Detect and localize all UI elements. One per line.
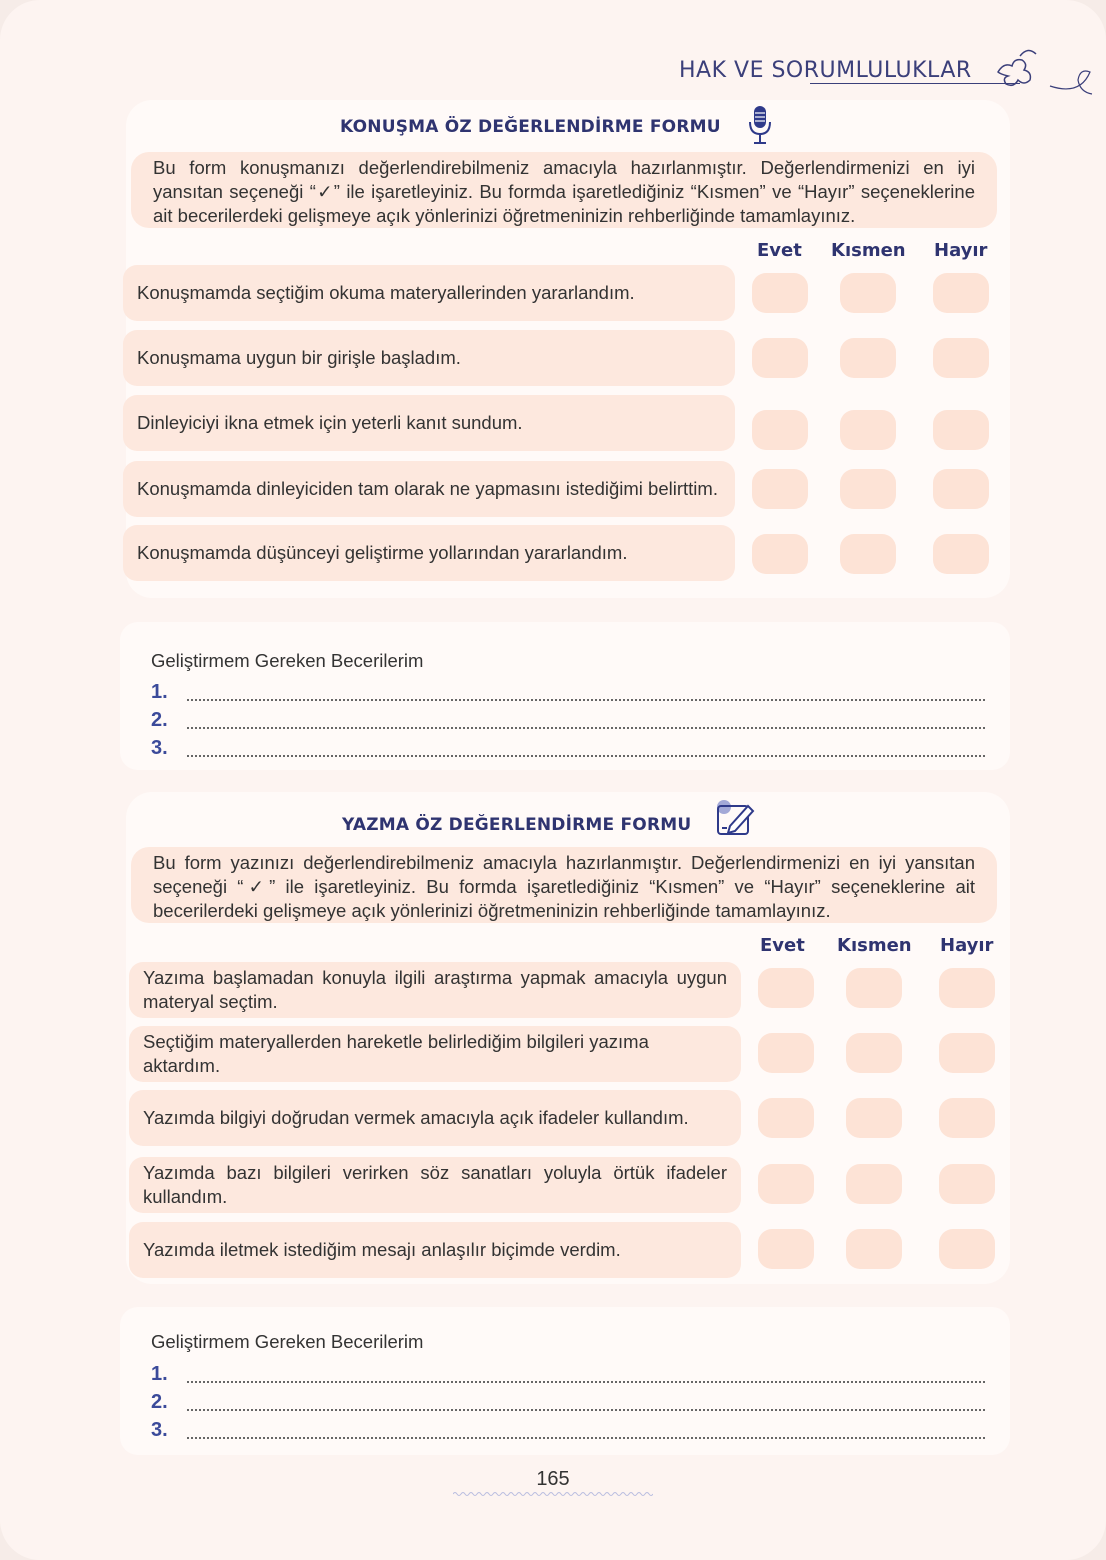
column-evet: Evet <box>757 240 802 261</box>
chapter-title-underline <box>810 83 1020 84</box>
writing-item: Yazımda bilgiyi doğrudan vermek amacıyla açık ifadeler kullandım. <box>129 1090 741 1146</box>
edit-note-icon <box>712 798 758 840</box>
column-kismen: Kısmen <box>837 935 912 956</box>
writing-item: Yazıma başlamadan konuyla ilgili araştırma yapmak amacıyla uygun materyal seçtim. <box>129 962 741 1018</box>
column-kismen: Kısmen <box>831 240 906 261</box>
speaking-item: Konuşmama uygun bir girişle başladım. <box>123 330 735 386</box>
puzzle-decoration-icon <box>990 42 1096 102</box>
column-evet: Evet <box>760 935 805 956</box>
skill-answer-line[interactable] <box>187 725 985 729</box>
speaking-item: Dinleyiciyi ikna etmek için yeterli kanıt sundum. <box>123 395 735 451</box>
checkbox-kismen[interactable] <box>846 1229 902 1269</box>
checkbox-kismen[interactable] <box>840 534 896 574</box>
speaking-item: Konuşmamda düşünceyi geliştirme yollarından yararlandım. <box>123 525 735 581</box>
skill-answer-line[interactable] <box>187 697 985 701</box>
checkbox-evet[interactable] <box>758 1033 814 1073</box>
checkbox-hayir[interactable] <box>933 273 989 313</box>
checkbox-evet[interactable] <box>752 469 808 509</box>
writing-form-title: YAZMA ÖZ DEĞERLENDİRME FORMU <box>342 815 692 835</box>
checkbox-hayir[interactable] <box>939 1229 995 1269</box>
checkbox-kismen[interactable] <box>846 1098 902 1138</box>
writing-item: Yazımda iletmek istediğim mesajı anlaşılır biçimde verdim. <box>129 1222 741 1278</box>
skill-answer-line[interactable] <box>187 1379 985 1383</box>
checkbox-evet[interactable] <box>752 410 808 450</box>
checkbox-evet[interactable] <box>758 1164 814 1204</box>
checkbox-kismen[interactable] <box>846 1164 902 1204</box>
checkbox-kismen[interactable] <box>840 469 896 509</box>
checkbox-evet[interactable] <box>752 273 808 313</box>
checkbox-evet[interactable] <box>752 338 808 378</box>
checkbox-kismen[interactable] <box>846 968 902 1008</box>
skill-answer-line[interactable] <box>187 753 985 757</box>
skill-number: 2. <box>151 1391 168 1413</box>
checkbox-evet[interactable] <box>752 534 808 574</box>
writing-form-intro: Bu form yazınızı değerlendirebilmeniz amacıyla hazırlanmıştır. Değerlendirmenizi en iyi yansıtan seçeneği “✓” ile işaretleyiniz. Bu formda işaretlediğiniz “Kısmen” ve “Hayır” seçeneklerine ait becerilerdeki gelişmeye açık yönlerinizi öğretmeninizin rehberliğinde tamamlayınız. <box>131 847 997 923</box>
column-hayir: Hayır <box>934 240 988 261</box>
checkbox-hayir[interactable] <box>933 469 989 509</box>
speaking-skills-title: Geliştirmem Gereken Becerilerim <box>151 650 424 671</box>
chapter-title: HAK VE SORUMLULUKLAR <box>679 58 972 83</box>
checkbox-kismen[interactable] <box>840 410 896 450</box>
skill-answer-line[interactable] <box>187 1435 985 1439</box>
speaking-item: Konuşmamda seçtiğim okuma materyallerinden yararlandım. <box>123 265 735 321</box>
page-number: 165 <box>536 1468 570 1490</box>
skill-number: 3. <box>151 737 168 759</box>
checkbox-hayir[interactable] <box>933 338 989 378</box>
writing-skills-title: Geliştirmem Gereken Becerilerim <box>151 1331 424 1352</box>
writing-item: Seçtiğim materyallerden hareketle belirlediğim bilgileri yazıma aktardım. <box>129 1026 741 1082</box>
skill-number: 3. <box>151 1419 168 1441</box>
skill-number: 1. <box>151 681 168 703</box>
skill-number: 1. <box>151 1363 168 1385</box>
page-number-wave-decoration <box>453 1491 653 1497</box>
checkbox-hayir[interactable] <box>939 968 995 1008</box>
column-hayir: Hayır <box>940 935 994 956</box>
checkbox-hayir[interactable] <box>939 1033 995 1073</box>
checkbox-evet[interactable] <box>758 1098 814 1138</box>
speaking-skills-panel <box>120 622 1010 770</box>
skill-number: 2. <box>151 709 168 731</box>
checkbox-kismen[interactable] <box>840 273 896 313</box>
skill-answer-line[interactable] <box>187 1407 985 1411</box>
checkbox-hayir[interactable] <box>933 410 989 450</box>
speaking-item: Konuşmamda dinleyiciden tam olarak ne yapmasını istediğimi belirttim. <box>123 461 735 517</box>
checkbox-hayir[interactable] <box>933 534 989 574</box>
checkbox-kismen[interactable] <box>846 1033 902 1073</box>
speaking-form-intro: Bu form konuşmanızı değerlendirebilmeniz amacıyla hazırlanmıştır. Değerlendirmenizi en iyi yansıtan seçeneği “✓” ile işaretleyiniz. Bu formda işaretlediğiniz “Kısmen” ve “Hayır” seçeneklerine ait becerilerdeki gelişmeye açık yönlerinizi öğretmeninizin rehberliğinde tamamlayınız. <box>131 152 997 228</box>
checkbox-evet[interactable] <box>758 968 814 1008</box>
checkbox-hayir[interactable] <box>939 1098 995 1138</box>
microphone-icon <box>746 104 774 146</box>
checkbox-kismen[interactable] <box>840 338 896 378</box>
checkbox-evet[interactable] <box>758 1229 814 1269</box>
checkbox-hayir[interactable] <box>939 1164 995 1204</box>
writing-item: Yazımda bazı bilgileri verirken söz sanatları yoluyla örtük ifadeler kullandım. <box>129 1157 741 1213</box>
speaking-form-title: KONUŞMA ÖZ DEĞERLENDİRME FORMU <box>340 117 721 137</box>
